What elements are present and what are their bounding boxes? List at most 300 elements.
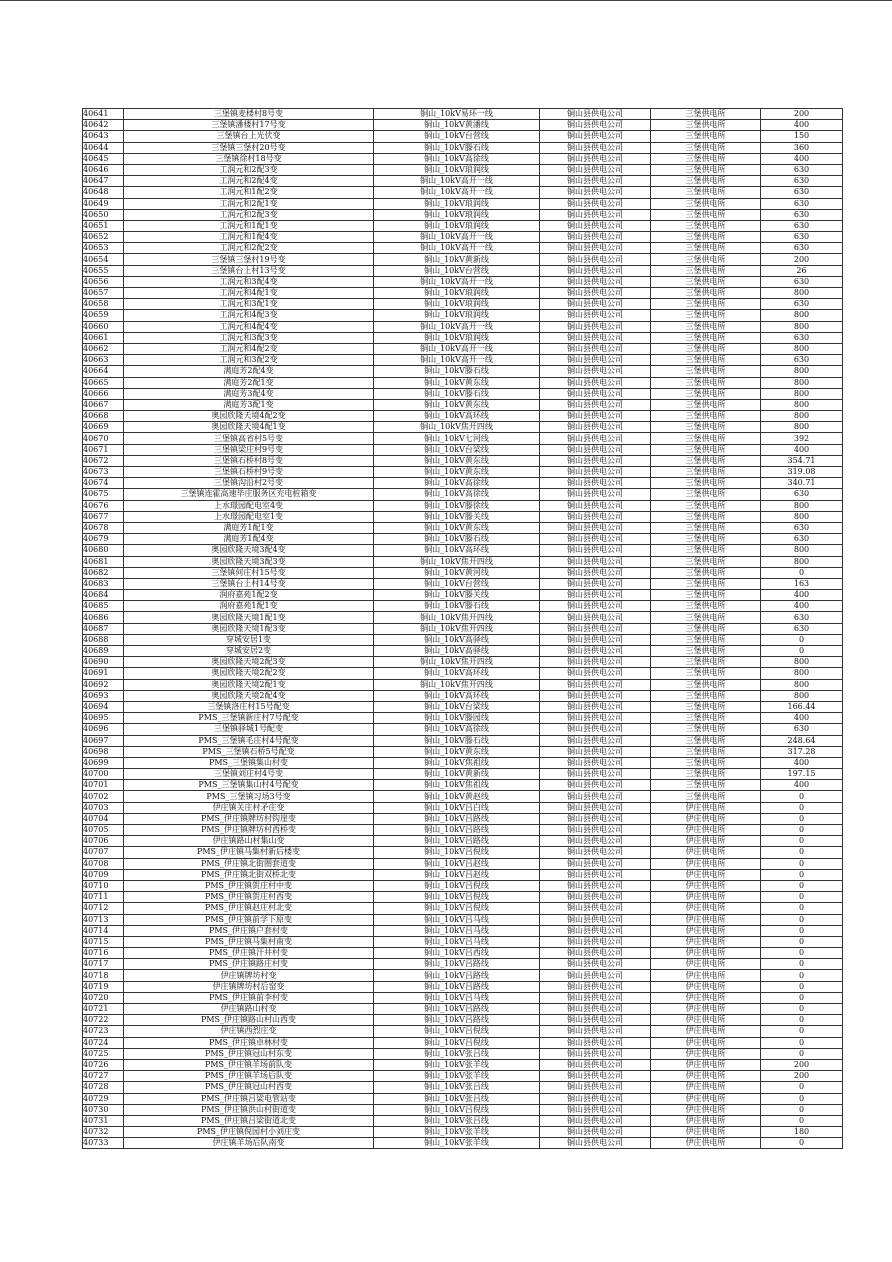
table-row (83, 679, 843, 690)
company-cell: 铜山县供电公司 (540, 444, 651, 455)
table-row (83, 388, 843, 399)
station-cell: 伊庄供电所 (651, 1138, 761, 1149)
station-cell: 三堡供电所 (651, 109, 761, 120)
transformer-name-cell: 工润元和2配4变 (124, 176, 374, 187)
station-cell: 三堡供电所 (651, 746, 761, 757)
transformer-name-cell: 三堡镇三堡村20号变 (124, 142, 374, 153)
table-row (83, 567, 843, 578)
company-cell: 铜山县供电公司 (540, 366, 651, 377)
company-cell: 铜山县供电公司 (540, 232, 651, 243)
capacity-cell: 630 (761, 623, 843, 634)
capacity-cell: 800 (761, 668, 843, 679)
transformer-name-cell: PMS_伊庄镇马集村南变 (124, 936, 374, 947)
table-row (83, 1004, 843, 1015)
company-cell: 铜山县供电公司 (540, 634, 651, 645)
transformer-name-cell: PMS_伊庄镇吕梁街道北变 (124, 1115, 374, 1126)
station-cell: 三堡供电所 (651, 276, 761, 287)
row-id-cell: 40687 (83, 623, 124, 634)
station-cell: 伊庄供电所 (651, 948, 761, 959)
transformer-name-cell: 满庭芳1配1变 (124, 522, 374, 533)
capacity-cell: 197.15 (761, 769, 843, 780)
transformer-name-cell: 伊庄镇羊场后队南变 (124, 1138, 374, 1149)
transformer-name-cell: 工润元和3配3变 (124, 332, 374, 343)
capacity-cell: 0 (761, 1037, 843, 1048)
table-row (83, 880, 843, 891)
transformer-name-cell: 奥园欣隆天境1配3变 (124, 623, 374, 634)
row-id-cell: 40646 (83, 164, 124, 175)
capacity-cell: 800 (761, 422, 843, 433)
row-id-cell: 40668 (83, 411, 124, 422)
station-cell: 三堡供电所 (651, 444, 761, 455)
row-id-cell: 40722 (83, 1015, 124, 1026)
feeder-line-cell: 铜山_10kV高开一线 (374, 232, 540, 243)
table-row (83, 757, 843, 768)
company-cell: 铜山县供电公司 (540, 455, 651, 466)
feeder-line-cell: 铜山_10kV吕路线 (374, 813, 540, 824)
station-cell: 三堡供电所 (651, 612, 761, 623)
feeder-line-cell: 铜山_10kV黄东线 (374, 467, 540, 478)
station-cell: 三堡供电所 (651, 120, 761, 131)
feeder-line-cell: 铜山_10kV吕路线 (374, 970, 540, 981)
row-id-cell: 40720 (83, 992, 124, 1003)
transformer-name-cell: 工润元和2配2变 (124, 243, 374, 254)
station-cell: 伊庄供电所 (651, 1071, 761, 1082)
table-row (83, 444, 843, 455)
company-cell: 铜山县供电公司 (540, 925, 651, 936)
feeder-line-cell: 铜山_10kV滕石线 (374, 388, 540, 399)
feeder-line-cell: 铜山_10kV高驿线 (374, 634, 540, 645)
capacity-cell: 319.08 (761, 467, 843, 478)
table-row (83, 343, 843, 354)
transformer-name-cell: 奥园欣隆天境2配4变 (124, 690, 374, 701)
row-id-cell: 40716 (83, 948, 124, 959)
capacity-cell: 800 (761, 399, 843, 410)
row-id-cell: 40700 (83, 769, 124, 780)
station-cell: 三堡供电所 (651, 209, 761, 220)
row-id-cell: 40667 (83, 399, 124, 410)
capacity-cell: 630 (761, 612, 843, 623)
station-cell: 三堡供电所 (651, 791, 761, 802)
transformer-name-cell: 三堡镇石桥村9号变 (124, 467, 374, 478)
capacity-cell: 200 (761, 109, 843, 120)
table-row (83, 153, 843, 164)
table-row (83, 825, 843, 836)
table-row (83, 120, 843, 131)
capacity-cell: 630 (761, 209, 843, 220)
table-body (83, 109, 843, 1149)
capacity-cell: 800 (761, 690, 843, 701)
company-cell: 铜山县供电公司 (540, 176, 651, 187)
capacity-cell: 630 (761, 198, 843, 209)
row-id-cell: 40664 (83, 366, 124, 377)
feeder-line-cell: 铜山_10kV高驿线 (374, 646, 540, 657)
feeder-line-cell: 铜山_10kV滕石线 (374, 601, 540, 612)
company-cell: 铜山县供电公司 (540, 164, 651, 175)
station-cell: 三堡供电所 (651, 321, 761, 332)
company-cell: 铜山县供电公司 (540, 668, 651, 679)
row-id-cell: 40733 (83, 1138, 124, 1149)
feeder-line-cell: 铜山_10kV台梁线 (374, 701, 540, 712)
capacity-cell: 0 (761, 936, 843, 947)
transformer-name-cell: 满庭芳2配4变 (124, 366, 374, 377)
feeder-line-cell: 铜山_10kV易环一线 (374, 109, 540, 120)
station-cell: 三堡供电所 (651, 646, 761, 657)
row-id-cell: 40661 (83, 332, 124, 343)
table-row (83, 534, 843, 545)
station-cell: 三堡供电所 (651, 332, 761, 343)
company-cell: 铜山县供电公司 (540, 981, 651, 992)
table-row (83, 522, 843, 533)
station-cell: 三堡供电所 (651, 668, 761, 679)
station-cell: 伊庄供电所 (651, 914, 761, 925)
table-row (83, 925, 843, 936)
table-row (83, 1138, 843, 1149)
feeder-line-cell: 铜山_10kV吕倪线 (374, 892, 540, 903)
company-cell: 铜山县供电公司 (540, 153, 651, 164)
feeder-line-cell: 铜山_10kV吕马线 (374, 992, 540, 1003)
row-id-cell: 40719 (83, 981, 124, 992)
table-row (83, 657, 843, 668)
table-row (83, 109, 843, 120)
transformer-name-cell: 工润元和2配3变 (124, 164, 374, 175)
capacity-cell: 400 (761, 713, 843, 724)
transformer-name-cell: 三堡镇何庄村15号变 (124, 567, 374, 578)
feeder-line-cell: 铜山_10kV黄东线 (374, 399, 540, 410)
row-id-cell: 40715 (83, 936, 124, 947)
station-cell: 三堡供电所 (651, 534, 761, 545)
table-row (83, 936, 843, 947)
transformer-name-cell: 三堡镇梁庄村9号变 (124, 444, 374, 455)
row-id-cell: 40706 (83, 836, 124, 847)
table-row (83, 802, 843, 813)
company-cell: 铜山县供电公司 (540, 321, 651, 332)
transformer-name-cell: PMS_三堡镇集山村4号配变 (124, 780, 374, 791)
company-cell: 铜山县供电公司 (540, 892, 651, 903)
table-row (83, 467, 843, 478)
feeder-line-cell: 铜山_10kV焦开四线 (374, 623, 540, 634)
row-id-cell: 40674 (83, 478, 124, 489)
table-row (83, 455, 843, 466)
capacity-cell: 0 (761, 836, 843, 847)
row-id-cell: 40704 (83, 813, 124, 824)
table-row (83, 690, 843, 701)
company-cell: 铜山县供电公司 (540, 948, 651, 959)
company-cell: 铜山县供电公司 (540, 836, 651, 847)
station-cell: 三堡供电所 (651, 399, 761, 410)
station-cell: 三堡供电所 (651, 601, 761, 612)
capacity-cell: 0 (761, 1026, 843, 1037)
row-id-cell: 40691 (83, 668, 124, 679)
capacity-cell: 800 (761, 411, 843, 422)
feeder-line-cell: 铜山_10kV黄东线 (374, 455, 540, 466)
capacity-cell: 0 (761, 925, 843, 936)
transformer-name-cell: 满庭芳3配1变 (124, 399, 374, 410)
company-cell: 铜山县供电公司 (540, 422, 651, 433)
company-cell: 铜山县供电公司 (540, 567, 651, 578)
table-row (83, 187, 843, 198)
row-id-cell: 40657 (83, 288, 124, 299)
station-cell: 三堡供电所 (651, 265, 761, 276)
row-id-cell: 40645 (83, 153, 124, 164)
company-cell: 铜山县供电公司 (540, 1104, 651, 1115)
feeder-line-cell: 铜山_10kV高徐线 (374, 478, 540, 489)
feeder-line-cell: 铜山_10kV黄河线 (374, 567, 540, 578)
transformer-name-cell: 工润元和4配3变 (124, 310, 374, 321)
feeder-line-cell: 铜山_10kV琅润线 (374, 220, 540, 231)
company-cell: 铜山县供电公司 (540, 500, 651, 511)
row-id-cell: 40732 (83, 1127, 124, 1138)
feeder-line-cell: 铜山_10kV张吕线 (374, 1048, 540, 1059)
table-row (83, 433, 843, 444)
transformer-name-cell: PMS_三堡镇习场3号变 (124, 791, 374, 802)
row-id-cell: 40671 (83, 444, 124, 455)
capacity-cell: 630 (761, 522, 843, 533)
transformer-name-cell: PMS_三堡镇毛庄村4号配变 (124, 735, 374, 746)
transformer-name-cell: 三堡镇刘庄村4号变 (124, 769, 374, 780)
company-cell: 铜山县供电公司 (540, 355, 651, 366)
capacity-cell: 0 (761, 791, 843, 802)
table-row (83, 321, 843, 332)
feeder-line-cell: 铜山_10kV高环线 (374, 690, 540, 701)
row-id-cell: 40708 (83, 858, 124, 869)
feeder-line-cell: 铜山_10kV吕白线 (374, 802, 540, 813)
capacity-cell: 400 (761, 120, 843, 131)
capacity-cell: 0 (761, 825, 843, 836)
transformer-name-cell: 工润元和1配2变 (124, 187, 374, 198)
table-row (83, 634, 843, 645)
station-cell: 三堡供电所 (651, 545, 761, 556)
row-id-cell: 40714 (83, 925, 124, 936)
table-row (83, 422, 843, 433)
top-border-line (0, 0, 892, 1)
row-id-cell: 40682 (83, 567, 124, 578)
station-cell: 伊庄供电所 (651, 1048, 761, 1059)
transformer-name-cell: 工润元和2配1变 (124, 198, 374, 209)
transformer-name-cell: 满庭芳1配4变 (124, 534, 374, 545)
table-row (83, 780, 843, 791)
company-cell: 铜山县供电公司 (540, 1071, 651, 1082)
table-row (83, 366, 843, 377)
station-cell: 三堡供电所 (651, 198, 761, 209)
feeder-line-cell: 铜山_10kV吕路线 (374, 1004, 540, 1015)
company-cell: 铜山县供电公司 (540, 545, 651, 556)
feeder-line-cell: 铜山_10kV七河线 (374, 433, 540, 444)
station-cell: 伊庄供电所 (651, 869, 761, 880)
row-id-cell: 40653 (83, 243, 124, 254)
row-id-cell: 40643 (83, 131, 124, 142)
transformer-name-cell: PMS_伊庄镇路庄村变 (124, 959, 374, 970)
station-cell: 伊庄供电所 (651, 825, 761, 836)
table-row (83, 970, 843, 981)
station-cell: 三堡供电所 (651, 355, 761, 366)
feeder-line-cell: 铜山_10kV吕倪线 (374, 903, 540, 914)
row-id-cell: 40642 (83, 120, 124, 131)
capacity-cell: 630 (761, 232, 843, 243)
row-id-cell: 40707 (83, 847, 124, 858)
capacity-cell: 0 (761, 948, 843, 959)
row-id-cell: 40730 (83, 1104, 124, 1115)
table-row (83, 164, 843, 175)
transformer-name-cell: 工润元和1配1变 (124, 220, 374, 231)
table-row (83, 131, 843, 142)
capacity-cell: 166.44 (761, 701, 843, 712)
capacity-cell: 800 (761, 321, 843, 332)
feeder-line-cell: 铜山_10kV黄新线 (374, 769, 540, 780)
company-cell: 铜山县供电公司 (540, 411, 651, 422)
station-cell: 三堡供电所 (651, 220, 761, 231)
transformer-name-cell: 工润元和4配2变 (124, 343, 374, 354)
table-row (83, 276, 843, 287)
table-row (83, 288, 843, 299)
station-cell: 三堡供电所 (651, 467, 761, 478)
station-cell: 三堡供电所 (651, 478, 761, 489)
feeder-line-cell: 铜山_10kV吕路线 (374, 981, 540, 992)
row-id-cell: 40656 (83, 276, 124, 287)
company-cell: 铜山县供电公司 (540, 657, 651, 668)
row-id-cell: 40694 (83, 701, 124, 712)
row-id-cell: 40660 (83, 321, 124, 332)
row-id-cell: 40685 (83, 601, 124, 612)
company-cell: 铜山县供电公司 (540, 209, 651, 220)
station-cell: 伊庄供电所 (651, 1127, 761, 1138)
company-cell: 铜山县供电公司 (540, 534, 651, 545)
transformer-name-cell: 穿城安居2变 (124, 646, 374, 657)
feeder-line-cell: 铜山_10kV高开一线 (374, 176, 540, 187)
feeder-line-cell: 铜山_10kV焦开四线 (374, 612, 540, 623)
table-row (83, 243, 843, 254)
transformer-name-cell: 满庭芳2配1变 (124, 377, 374, 388)
row-id-cell: 40665 (83, 377, 124, 388)
company-cell: 铜山县供电公司 (540, 276, 651, 287)
capacity-cell: 400 (761, 590, 843, 601)
transformer-name-cell: 奥园欣隆天境4配1变 (124, 422, 374, 433)
row-id-cell: 40712 (83, 903, 124, 914)
station-cell: 伊庄供电所 (651, 970, 761, 981)
company-cell: 铜山县供电公司 (540, 825, 651, 836)
transformer-name-cell: 三堡镇洛庄村15号配变 (124, 701, 374, 712)
table-row (83, 623, 843, 634)
company-cell: 铜山县供电公司 (540, 288, 651, 299)
company-cell: 铜山县供电公司 (540, 578, 651, 589)
capacity-cell: 0 (761, 914, 843, 925)
table-row (83, 332, 843, 343)
capacity-cell: 0 (761, 959, 843, 970)
station-cell: 三堡供电所 (651, 567, 761, 578)
company-cell: 铜山县供电公司 (540, 970, 651, 981)
capacity-cell: 630 (761, 164, 843, 175)
station-cell: 伊庄供电所 (651, 1093, 761, 1104)
transformer-name-cell: 三堡镇潘楼村17号变 (124, 120, 374, 131)
feeder-line-cell: 铜山_10kV琅润线 (374, 299, 540, 310)
transformer-name-cell: PMS_伊庄镇冠山村东变 (124, 1048, 374, 1059)
row-id-cell: 40702 (83, 791, 124, 802)
company-cell: 铜山县供电公司 (540, 310, 651, 321)
company-cell: 铜山县供电公司 (540, 992, 651, 1003)
row-id-cell: 40677 (83, 511, 124, 522)
table-row (83, 1037, 843, 1048)
row-id-cell: 40641 (83, 109, 124, 120)
row-id-cell: 40655 (83, 265, 124, 276)
row-id-cell: 40693 (83, 690, 124, 701)
row-id-cell: 40666 (83, 388, 124, 399)
transformer-name-cell: 三堡镇驿城1号配变 (124, 724, 374, 735)
feeder-line-cell: 铜山_10kV琅润线 (374, 164, 540, 175)
table-row (83, 646, 843, 657)
capacity-cell: 0 (761, 1115, 843, 1126)
table-row (83, 299, 843, 310)
row-id-cell: 40670 (83, 433, 124, 444)
row-id-cell: 40686 (83, 612, 124, 623)
table-row (83, 1048, 843, 1059)
station-cell: 三堡供电所 (651, 690, 761, 701)
transformer-name-cell: PMS_伊庄镇吕梁电管站变 (124, 1093, 374, 1104)
feeder-line-cell: 铜山_10kV吕赵线 (374, 869, 540, 880)
station-cell: 伊庄供电所 (651, 813, 761, 824)
transformer-name-cell: 三堡镇连霍高速毕庄服务区充电桩箱变 (124, 489, 374, 500)
capacity-cell: 0 (761, 567, 843, 578)
station-cell: 三堡供电所 (651, 780, 761, 791)
feeder-line-cell: 铜山_10kV吕倪线 (374, 1104, 540, 1115)
capacity-cell: 200 (761, 1059, 843, 1070)
feeder-line-cell: 铜山_10kV焦祖线 (374, 757, 540, 768)
company-cell: 铜山县供电公司 (540, 265, 651, 276)
company-cell: 铜山县供电公司 (540, 1015, 651, 1026)
feeder-line-cell: 铜山_10kV滕石线 (374, 142, 540, 153)
transformer-name-cell: PMS_伊庄镇马集村新后楼变 (124, 847, 374, 858)
row-id-cell: 40690 (83, 657, 124, 668)
capacity-cell: 0 (761, 880, 843, 891)
feeder-line-cell: 铜山_10kV高徐线 (374, 153, 540, 164)
station-cell: 三堡供电所 (651, 634, 761, 645)
capacity-cell: 392 (761, 433, 843, 444)
feeder-line-cell: 铜山_10kV高开一线 (374, 355, 540, 366)
station-cell: 三堡供电所 (651, 500, 761, 511)
capacity-cell: 200 (761, 254, 843, 265)
transformer-name-cell: 伊庄镇路山村变 (124, 1004, 374, 1015)
company-cell: 铜山县供电公司 (540, 131, 651, 142)
station-cell: 伊庄供电所 (651, 802, 761, 813)
capacity-cell: 800 (761, 343, 843, 354)
transformer-name-cell: 工润元和3配1变 (124, 299, 374, 310)
station-cell: 伊庄供电所 (651, 1115, 761, 1126)
table-row (83, 1082, 843, 1093)
station-cell: 伊庄供电所 (651, 847, 761, 858)
row-id-cell: 40729 (83, 1093, 124, 1104)
table-row (83, 176, 843, 187)
table-row (83, 601, 843, 612)
row-id-cell: 40683 (83, 578, 124, 589)
capacity-cell: 800 (761, 500, 843, 511)
company-cell: 铜山县供电公司 (540, 903, 651, 914)
company-cell: 铜山县供电公司 (540, 791, 651, 802)
capacity-cell: 400 (761, 757, 843, 768)
station-cell: 三堡供电所 (651, 679, 761, 690)
feeder-line-cell: 铜山_10kV焦开四线 (374, 657, 540, 668)
transformer-name-cell: PMS_伊庄镇贺庄村中变 (124, 880, 374, 891)
capacity-cell: 630 (761, 243, 843, 254)
company-cell: 铜山县供电公司 (540, 701, 651, 712)
station-cell: 三堡供电所 (651, 254, 761, 265)
capacity-cell: 0 (761, 903, 843, 914)
row-id-cell: 40675 (83, 489, 124, 500)
feeder-line-cell: 铜山_10kV琅润线 (374, 209, 540, 220)
capacity-cell: 630 (761, 724, 843, 735)
feeder-line-cell: 铜山_10kV吕倪线 (374, 1037, 540, 1048)
table-row (83, 791, 843, 802)
feeder-line-cell: 铜山_10kV焦开四线 (374, 679, 540, 690)
company-cell: 铜山县供电公司 (540, 489, 651, 500)
transformer-name-cell: 奥园欣隆天境2配2变 (124, 668, 374, 679)
